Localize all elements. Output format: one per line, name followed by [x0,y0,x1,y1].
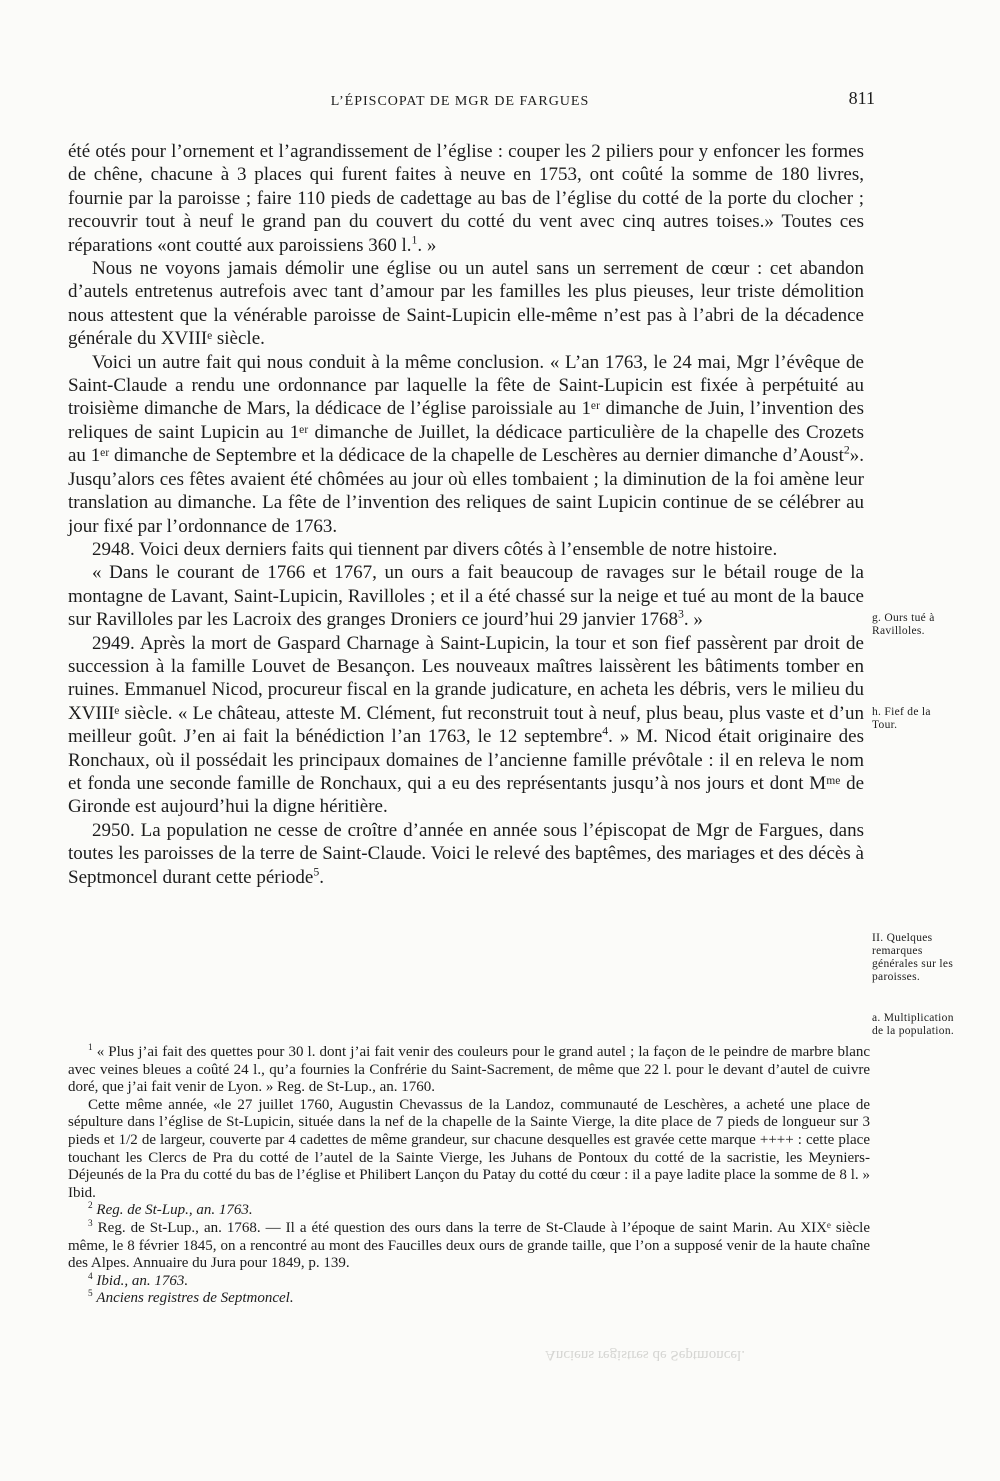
page-number: 811 [848,88,875,108]
footnote-mark: 2 [88,1201,93,1212]
footnote-mark: 4 [88,1271,93,1282]
footnote-2: $^2$ Reg. de St-Lup., an. 1763. [88,1201,253,1219]
footnote-5: $^5$ Anciens registres de Septmoncel. [88,1289,294,1307]
footnote-ref[interactable]: 4 [602,724,609,738]
footnote-ref[interactable]: 3 [677,607,684,621]
footnote-ref[interactable]: 5 [313,865,320,879]
main-text [68,140,864,889]
footnotes [68,1044,870,1308]
margin-note-II: II. Quelques remarques générales sur les paroisses. [872,932,954,983]
footnote-mark: 3 [88,1218,93,1229]
margin-note-h: h. Fief de la Tour. [872,706,931,731]
footnote-ref[interactable]: 2 [843,443,850,457]
footnote-1-continued: Cette même année, «le 27 juillet 1760, Augustin Chevassus de la Landoz, communauté de Leschères, a acheté une place de sépulture dans l’église de St-Lupicin, située dans la nef de la chapelle de la Sainte Vierge, la dite place de 7 pieds de longueur sur 3 pieds et 1/2 de largeur, couverte par 4 cadettes de même grandeur, sur chacune desquelles est gravée cette marque ++++ : cette place touchant les Clercs de Pra du cotté de l’autel de la Sainte Vierge, les Juhans de Pontoux du cotté de la sacristie, les Meyniers-Déjeunés de la Pra du cotté du bas de l’église et Philibert Lançon du Patay du cotté du cœur : il a paye ladite place la somme de 8 l. » Ibid. [68,1096,870,1201]
paragraph: été otés pour l’ornement et l’agrandissement de l’église : couper les 2 piliers pour y enfoncer les formes de chêne, chacune à 3 places qui furent faites à neuve en 1753, ont coûté la somme de 180 livres, fournie par la paroisse ; faire 110 pieds de cadettage au bas de l’église du cotté de la porte du clocher ; recouvrir tout à neuf le grand pan du couvert du cotté du vent avec cinq autres toises.» Toutes ces réparations «ont coutté aux paroissiens 360 l.$^1$. » [68,141,864,256]
running-title: L’ÉPISCOPAT DE MGR DE FARGUES [330,94,590,109]
paragraph: Nous ne voyons jamais démolir une église ou un autel sans un serrement de cœur : cet abandon d’autels entretenus autrefois avec tant d’amour par les familles les plus pieuses, leur triste démolition nous attestent que la vénérable paroisse de Saint-Lupicin elle-même n’est pas à l’abri de la décadence générale du XVIIIᵉ siècle. [68,258,864,350]
paragraph-2950: 2950. La population ne cesse de croître d’année en année sous l’épiscopat de Mgr de Fargues, dans toutes les paroisses de la terre de Saint-Claude. Voici le relevé des baptêmes, des mariages et des décès à Septmoncel durant cette période$^5$. [68,819,864,888]
footnote-4: $^4$ Ibid., an. 1763. [88,1271,189,1289]
paragraph: « Dans le courant de 1766 et 1767, un ours a fait beaucoup de ravages sur le bétail rouge de la montagne de Lavant, Saint-Lupicin, Ravilloles ; et il a été chassé sur la neige et tué au mont de la bauce sur Ravilloles par les Lacroix des granges Droniers ce jourd’hui 29 janvier 1768$^3$. » [68,562,864,631]
footnote-mark: 5 [88,1289,93,1300]
paragraph-2949: 2949. Après la mort de Gaspard Charnage à Saint-Lupicin, la tour et son fief passèrent par droit de succession à la famille Louvet de Besançon. Les nouveaux maîtres laissèrent les bâtiments tomber en ruines. Emmanuel Nicod, procureur fiscal en la grande judicature, en acheta les débris, vers le milieu du XVIIIᵉ siècle. « Le château, atteste M. Clément, fut reconstruit tout à neuf, plus beau, plus vaste et d’un meilleur goût. J’en ai fait la bénédiction l’an 1763, le 12 septembre$^4$. » M. Nicod était originaire des Ronchaux, où il possédait les principaux domaines de l’ancienne famille prévôtale : il en releva le nom et fonda une seconde famille de Ronchaux, qui a eu des représentants jusqu’à nos jours et dont Mᵐᵉ de Gironde est aujourd’hui la digne héritière. [68,632,864,818]
bleed-through-text: Anciens registres de Septmoncel. [545,1347,745,1363]
footnote-ref[interactable]: 1 [411,233,418,247]
paragraph: Voici un autre fait qui nous conduit à la même conclusion. « L’an 1763, le 24 mai, Mgr l’évêque de Saint-Claude a rendu une ordonnance par laquelle la fête de Saint-Lupicin est fixée à perpétuité au troisième dimanche de Mars, la dédicace de l’église paroissiale au 1ᵉʳ dimanche de Juin, l’invention des reliques de saint Lupicin au 1ᵉʳ dimanche de Juillet, la dédicace particulière de la chapelle des Crozets au 1ᵉʳ dimanche de Septembre et la dédicace de la chapelle de Leschères au dernier dimanche d’Aoust$^2$». Jusqu’alors ces fêtes avaient été chômées au jour où elles tombaient ; la diminution de la foi amène leur translation au dimanche. La fête de l’invention des reliques de saint Lupicin continue de se célébrer au jour fixé par l’ordonnance de 1763. [68,351,864,537]
footnote-mark: 1 [88,1043,93,1053]
paragraph-2948: 2948. Voici deux derniers faits qui tiennent par divers côtés à l’ensemble de notre histoire. [92,538,778,560]
footnote-3: $^3$ Reg. de St-Lup., an. 1768. — Il a été question des ours dans la terre de St-Claude à l’époque de saint Marin. Au XIXᵉ siècle même, le 8 février 1845, on a rencontré au mont des Faucilles deux ours de grande taille, que l’on a supposé venir de la haute chaîne des Alpes. Annuaire du Jura pour 1849, p. 139. [68,1218,870,1272]
footnote-1: $^1$ « Plus j’ai fait des quettes pour 30 l. dont j’ai fait venir des couleurs pour le grand autel ; la façon de le peindre de marbre blanc avec veines bleues a coûté 24 l., qu’a fournies la Confrérie du Saint-Sacrement, de même que 22 l. pour le devant d’autel de cuivre doré, que j’ai fait venir de Lyon. » Reg. de St-Lup., an. 1760. [68,1043,871,1096]
margin-note-a: a. Multiplication de la population. [872,1012,955,1037]
margin-note-g: g. Ours tué à Ravilloles. [872,612,935,637]
